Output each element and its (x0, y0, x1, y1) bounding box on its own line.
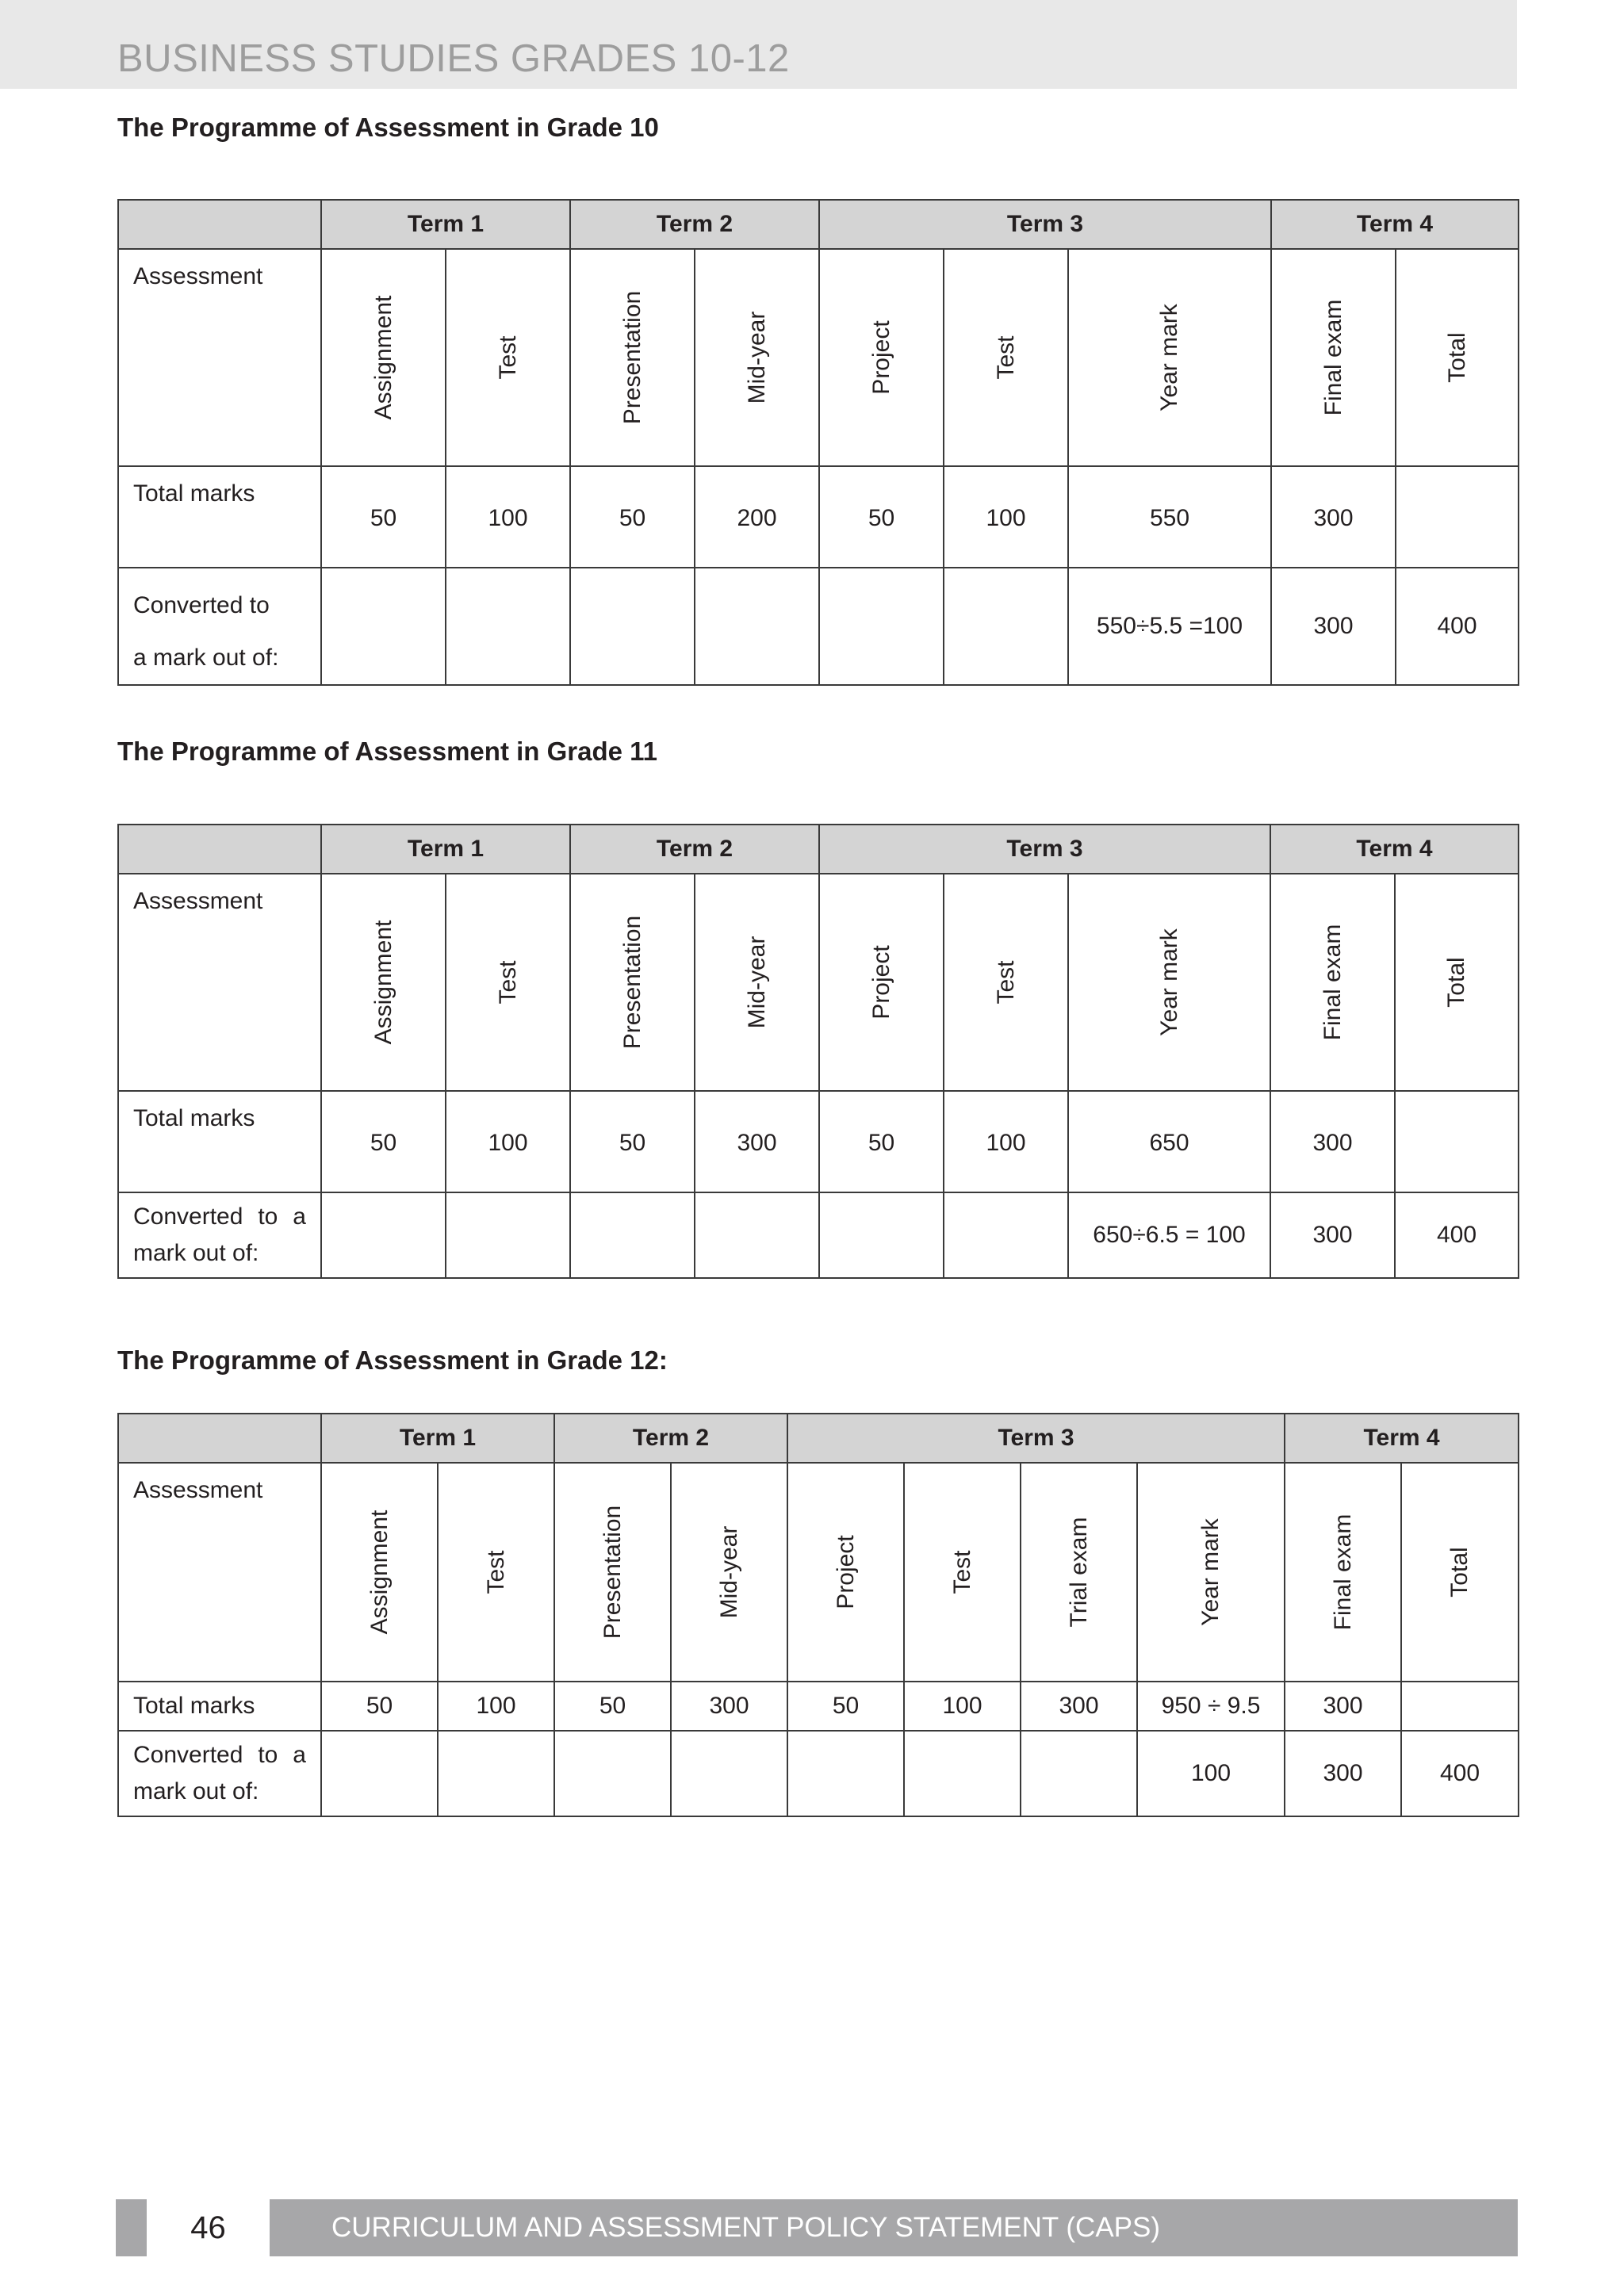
table-cell (321, 568, 446, 685)
column-header: Trial exam (1021, 1463, 1137, 1682)
term-header-row (118, 825, 1519, 874)
column-header: Test (446, 874, 570, 1091)
total-marks-label: Total marks (118, 466, 321, 568)
blank-header (118, 1414, 321, 1463)
column-header: Test (904, 1463, 1021, 1682)
table-cell: 100 (944, 1091, 1068, 1192)
total-marks-label: Total marks (118, 1682, 321, 1731)
assessment-row (118, 1463, 1519, 1682)
table-cell (1021, 1731, 1137, 1816)
table-cell: 400 (1401, 1731, 1519, 1816)
column-header: Test (944, 874, 1068, 1091)
converted-row (118, 1731, 1519, 1816)
table-cell (570, 1192, 695, 1278)
table-cell (695, 1192, 819, 1278)
table-cell: 100 (904, 1682, 1021, 1731)
table-cell: 50 (321, 1091, 446, 1192)
table-cell: 300 (671, 1682, 787, 1731)
converted-label: Converted to a mark out of: (118, 568, 321, 685)
table-cell (944, 568, 1068, 685)
column-header: Presentation (570, 874, 695, 1091)
column-header: Mid-year (695, 874, 819, 1091)
table-cell (671, 1731, 787, 1816)
table-cell: 300 (1271, 568, 1396, 685)
table-cell: 50 (570, 466, 695, 568)
term-4-header: Term 4 (1271, 200, 1519, 249)
assessment-label: Assessment (118, 249, 321, 466)
table-cell: 650 (1068, 1091, 1270, 1192)
table-cell (321, 1731, 438, 1816)
table-cell: 50 (554, 1682, 671, 1731)
table-cell (819, 568, 944, 685)
table-cell: 550 (1068, 466, 1271, 568)
table-cell (904, 1731, 1021, 1816)
term-3-header: Term 3 (819, 825, 1270, 874)
column-header: Year mark (1068, 874, 1270, 1091)
column-header: Test (446, 249, 570, 466)
grade11-title: The Programme of Assessment in Grade 11 (117, 737, 658, 766)
table-cell (1395, 1091, 1519, 1192)
column-header: Total (1401, 1463, 1519, 1682)
blank-header (118, 200, 321, 249)
term-1-header: Term 1 (321, 200, 570, 249)
column-header: Mid-year (695, 249, 819, 466)
column-header: Year mark (1068, 249, 1271, 466)
column-header: Presentation (570, 249, 695, 466)
column-header: Test (944, 249, 1068, 466)
table-cell: 300 (695, 1091, 819, 1192)
assessment-row (118, 874, 1519, 1091)
table-cell: 50 (787, 1682, 904, 1731)
table-cell (819, 1192, 944, 1278)
table-cell (446, 568, 570, 685)
column-header: Year mark (1137, 1463, 1285, 1682)
grade10-title: The Programme of Assessment in Grade 10 (117, 113, 659, 142)
column-header: Test (438, 1463, 554, 1682)
grade11-table (117, 824, 1519, 1279)
column-header: Project (819, 874, 944, 1091)
term-2-header: Term 2 (570, 200, 819, 249)
table-cell: 50 (570, 1091, 695, 1192)
table-cell: 100 (446, 1091, 570, 1192)
total-marks-row (118, 466, 1519, 568)
table-cell (570, 568, 695, 685)
table-cell: 400 (1395, 1192, 1519, 1278)
term-3-header: Term 3 (819, 200, 1271, 249)
term-1-header: Term 1 (321, 1414, 554, 1463)
table-cell: 300 (1270, 1192, 1395, 1278)
table-cell: 650÷6.5 = 100 (1068, 1192, 1270, 1278)
column-header: Assignment (321, 874, 446, 1091)
term-2-header: Term 2 (570, 825, 819, 874)
total-marks-row (118, 1091, 1519, 1192)
table-cell: 300 (1285, 1682, 1401, 1731)
total-marks-row (118, 1682, 1519, 1731)
table-cell: 300 (1285, 1731, 1401, 1816)
converted-row (118, 1192, 1519, 1278)
table-cell (944, 1192, 1068, 1278)
term-1-header: Term 1 (321, 825, 570, 874)
grade12-table (117, 1413, 1519, 1817)
table-cell: 950 ÷ 9.5 (1137, 1682, 1285, 1731)
term-4-header: Term 4 (1285, 1414, 1519, 1463)
total-marks-label: Total marks (118, 1091, 321, 1192)
column-header: Total (1396, 249, 1519, 466)
table-cell: 300 (1270, 1091, 1395, 1192)
table-cell: 300 (1271, 466, 1396, 568)
column-header: Final exam (1270, 874, 1395, 1091)
term-3-header: Term 3 (787, 1414, 1285, 1463)
column-header: Project (819, 249, 944, 466)
table-cell: 400 (1396, 568, 1519, 685)
assessment-label: Assessment (118, 874, 321, 1091)
converted-row (118, 568, 1519, 685)
table-cell: 100 (944, 466, 1068, 568)
page-number: 46 (147, 2199, 270, 2256)
column-header: Assignment (321, 1463, 438, 1682)
column-header: Mid-year (671, 1463, 787, 1682)
column-header: Final exam (1271, 249, 1396, 466)
blank-header (118, 825, 321, 874)
grade12-title: The Programme of Assessment in Grade 12: (117, 1345, 668, 1375)
footer-text: CURRICULUM AND ASSESSMENT POLICY STATEMENT (CAPS) (331, 2212, 1161, 2243)
converted-label: Converted to a mark out of: (118, 1731, 321, 1816)
term-header-row (118, 200, 1519, 249)
table-cell: 200 (695, 466, 819, 568)
term-header-row (118, 1414, 1519, 1463)
term-2-header: Term 2 (554, 1414, 787, 1463)
table-cell: 550÷5.5 =100 (1068, 568, 1271, 685)
column-header: Final exam (1285, 1463, 1401, 1682)
term-4-header: Term 4 (1270, 825, 1519, 874)
assessment-label: Assessment (118, 1463, 321, 1682)
column-header: Presentation (554, 1463, 671, 1682)
table-cell: 100 (1137, 1731, 1285, 1816)
table-cell: 50 (819, 1091, 944, 1192)
table-cell (787, 1731, 904, 1816)
table-cell: 300 (1021, 1682, 1137, 1731)
table-cell (1396, 466, 1519, 568)
table-cell (438, 1731, 554, 1816)
column-header: Assignment (321, 249, 446, 466)
table-cell (554, 1731, 671, 1816)
table-cell: 50 (321, 466, 446, 568)
column-header: Project (787, 1463, 904, 1682)
table-cell: 50 (819, 466, 944, 568)
assessment-row (118, 249, 1519, 466)
column-header: Total (1395, 874, 1519, 1091)
grade10-table (117, 199, 1519, 686)
table-cell: 100 (438, 1682, 554, 1731)
converted-label: Converted to a mark out of: (118, 1192, 321, 1278)
table-cell (695, 568, 819, 685)
table-cell: 100 (446, 466, 570, 568)
table-cell (446, 1192, 570, 1278)
table-cell: 50 (321, 1682, 438, 1731)
running-header: BUSINESS STUDIES GRADES 10-12 (117, 37, 790, 80)
table-cell (1401, 1682, 1519, 1731)
table-cell (321, 1192, 446, 1278)
